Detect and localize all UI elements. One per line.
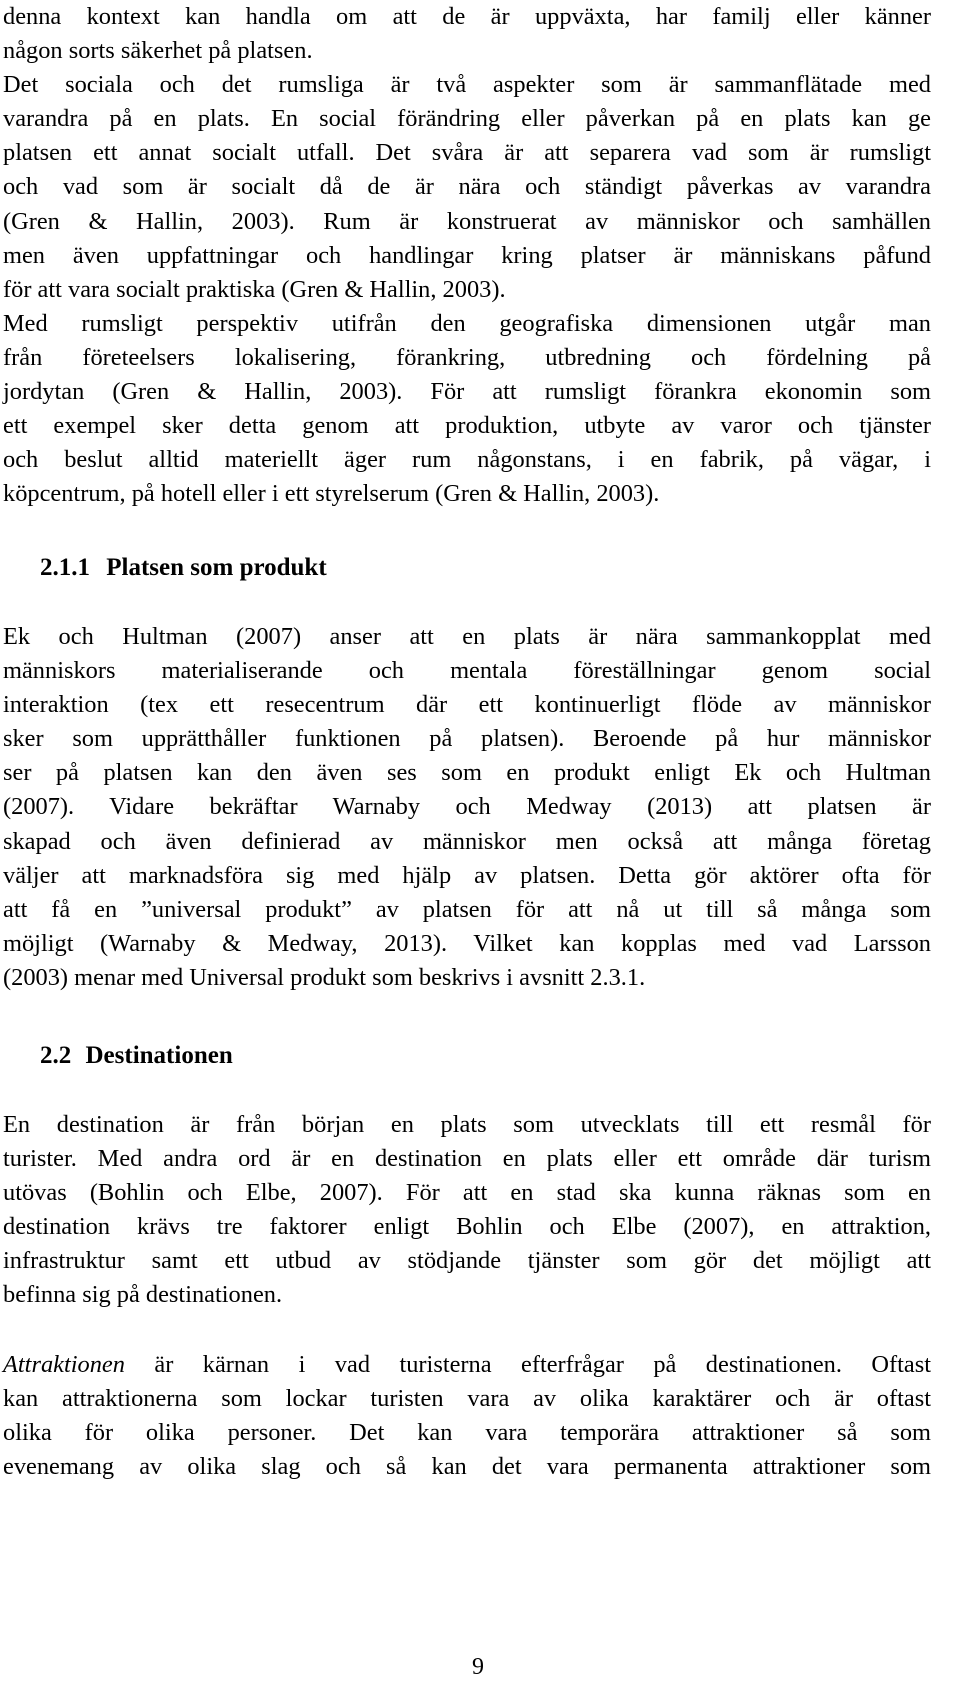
text-line: (2003) menar med Universal produkt som beskrivs i avsnitt 2.3.1. [3,963,646,991]
text-line: ett exempel sker detta genom att produktion, utbyte av varor och tjänster [3,412,931,440]
paragraph-destination [3,1108,931,1313]
text-line: En destination är från början en plats som utvecklats till ett resmål för [3,1111,931,1138]
text-line: ser på platsen kan den även ses som en produkt enligt Ek och Hultman [3,759,931,787]
text-line: sker som upprätthåller funktionen på platsen). Beroende på hur människor [3,725,931,753]
text-line: (2007). Vidare bekräftar Warnaby och Medway (2013) att platsen är [3,793,931,821]
text-line: från företeelsers lokalisering, förankring, utbredning och fördelning på [3,343,931,371]
text-line [3,1348,931,1382]
text-line: Med rumsligt perspektiv utifrån den geografiska dimensionen utgår man [3,309,931,337]
section-heading-2-1-1 [40,552,327,584]
section-title: Platsen som produkt [106,554,327,581]
page-number: 9 [472,1654,484,1680]
text-line: väljer att marknadsföra sig med hjälp av platsen. Detta gör aktörer ofta för [3,861,931,889]
text-line: människors materialiserande och mentala föreställningar genom social [3,657,931,685]
text-line: och beslut alltid materiellt äger rum någonstans, i en fabrik, på vägar, i [3,446,931,474]
text-line: möjligt (Warnaby & Medway, 2013). Vilket kan kopplas med vad Larsson [3,929,931,957]
paragraph-place-as-product [3,620,931,995]
text-line: platsen ett annat socialt utfall. Det svåra är att separera vad som är rumsligt [3,139,931,167]
text-line: destination krävs tre faktorer enligt Bohlin och Elbe (2007), en attraktion, [3,1213,931,1241]
text-line: köpcentrum, på hotell eller i ett styrelserum (Gren & Hallin, 2003). [3,480,660,508]
text-line: varandra på en plats. En social förändring eller påverkan på en plats kan ge [3,105,931,133]
text-line: Ek och Hultman (2007) anser att en plats är nära sammankopplat med [3,623,931,650]
text-run: är kärnan i vad turisterna efterfrågar på destinationen. Oftast [124,1351,931,1378]
text-line: turister. Med andra ord är en destination en plats eller ett område där turism [3,1145,931,1173]
text-line: Det sociala och det rumsliga är två aspekter som är sammanflätade med [3,71,931,99]
text-line: utövas (Bohlin och Elbe, 2007). För att en stad ska kunna räknas som en [3,1179,931,1207]
paragraph-attraction [3,1348,931,1484]
italic-term: Attraktionen [3,1351,125,1378]
text-line: befinna sig på destinationen. [3,1281,283,1309]
text-line: interaktion (tex ett resecentrum där ett kontinuerligt flöde av människor [3,691,931,719]
text-line: jordytan (Gren & Hallin, 2003). För att rumsligt förankra ekonomin som [3,378,931,406]
section-number: 2.1.1 [40,554,90,581]
text-line: att få en ”universal produkt” av platsen för att nå ut till så många som [3,895,931,923]
text-line: för att vara socialt praktiska (Gren & Hallin, 2003). [3,275,506,303]
text-line: kan attraktionerna som lockar turisten vara av olika karaktärer och är oftast [3,1385,931,1413]
section-heading-2-2 [40,1040,233,1072]
text-line: evenemang av olika slag och så kan det vara permanenta attraktioner som [3,1453,931,1481]
text-line: någon sorts säkerhet på platsen. [3,37,313,65]
text-line: olika för olika personer. Det kan vara temporära attraktioner så som [3,1419,931,1447]
text-line: infrastruktur samt ett utbud av stödjande tjänster som gör det möjligt att [3,1247,931,1275]
text-line: skapad och även definierad av människor men också att många företag [3,827,931,855]
text-line: denna kontext kan handla om att de är uppväxta, har familj eller känner [3,3,931,30]
text-line: (Gren & Hallin, 2003). Rum är konstruerat av människor och samhällen [3,207,931,235]
paragraph-place-social-spatial [3,0,931,511]
text-line: och vad som är socialt då de är nära och ständigt påverkas av varandra [3,173,931,201]
section-number: 2.2 [40,1042,72,1069]
section-title: Destinationen [85,1042,233,1069]
text-line: men även uppfattningar och handlingar kring platser är människans påfund [3,241,931,269]
